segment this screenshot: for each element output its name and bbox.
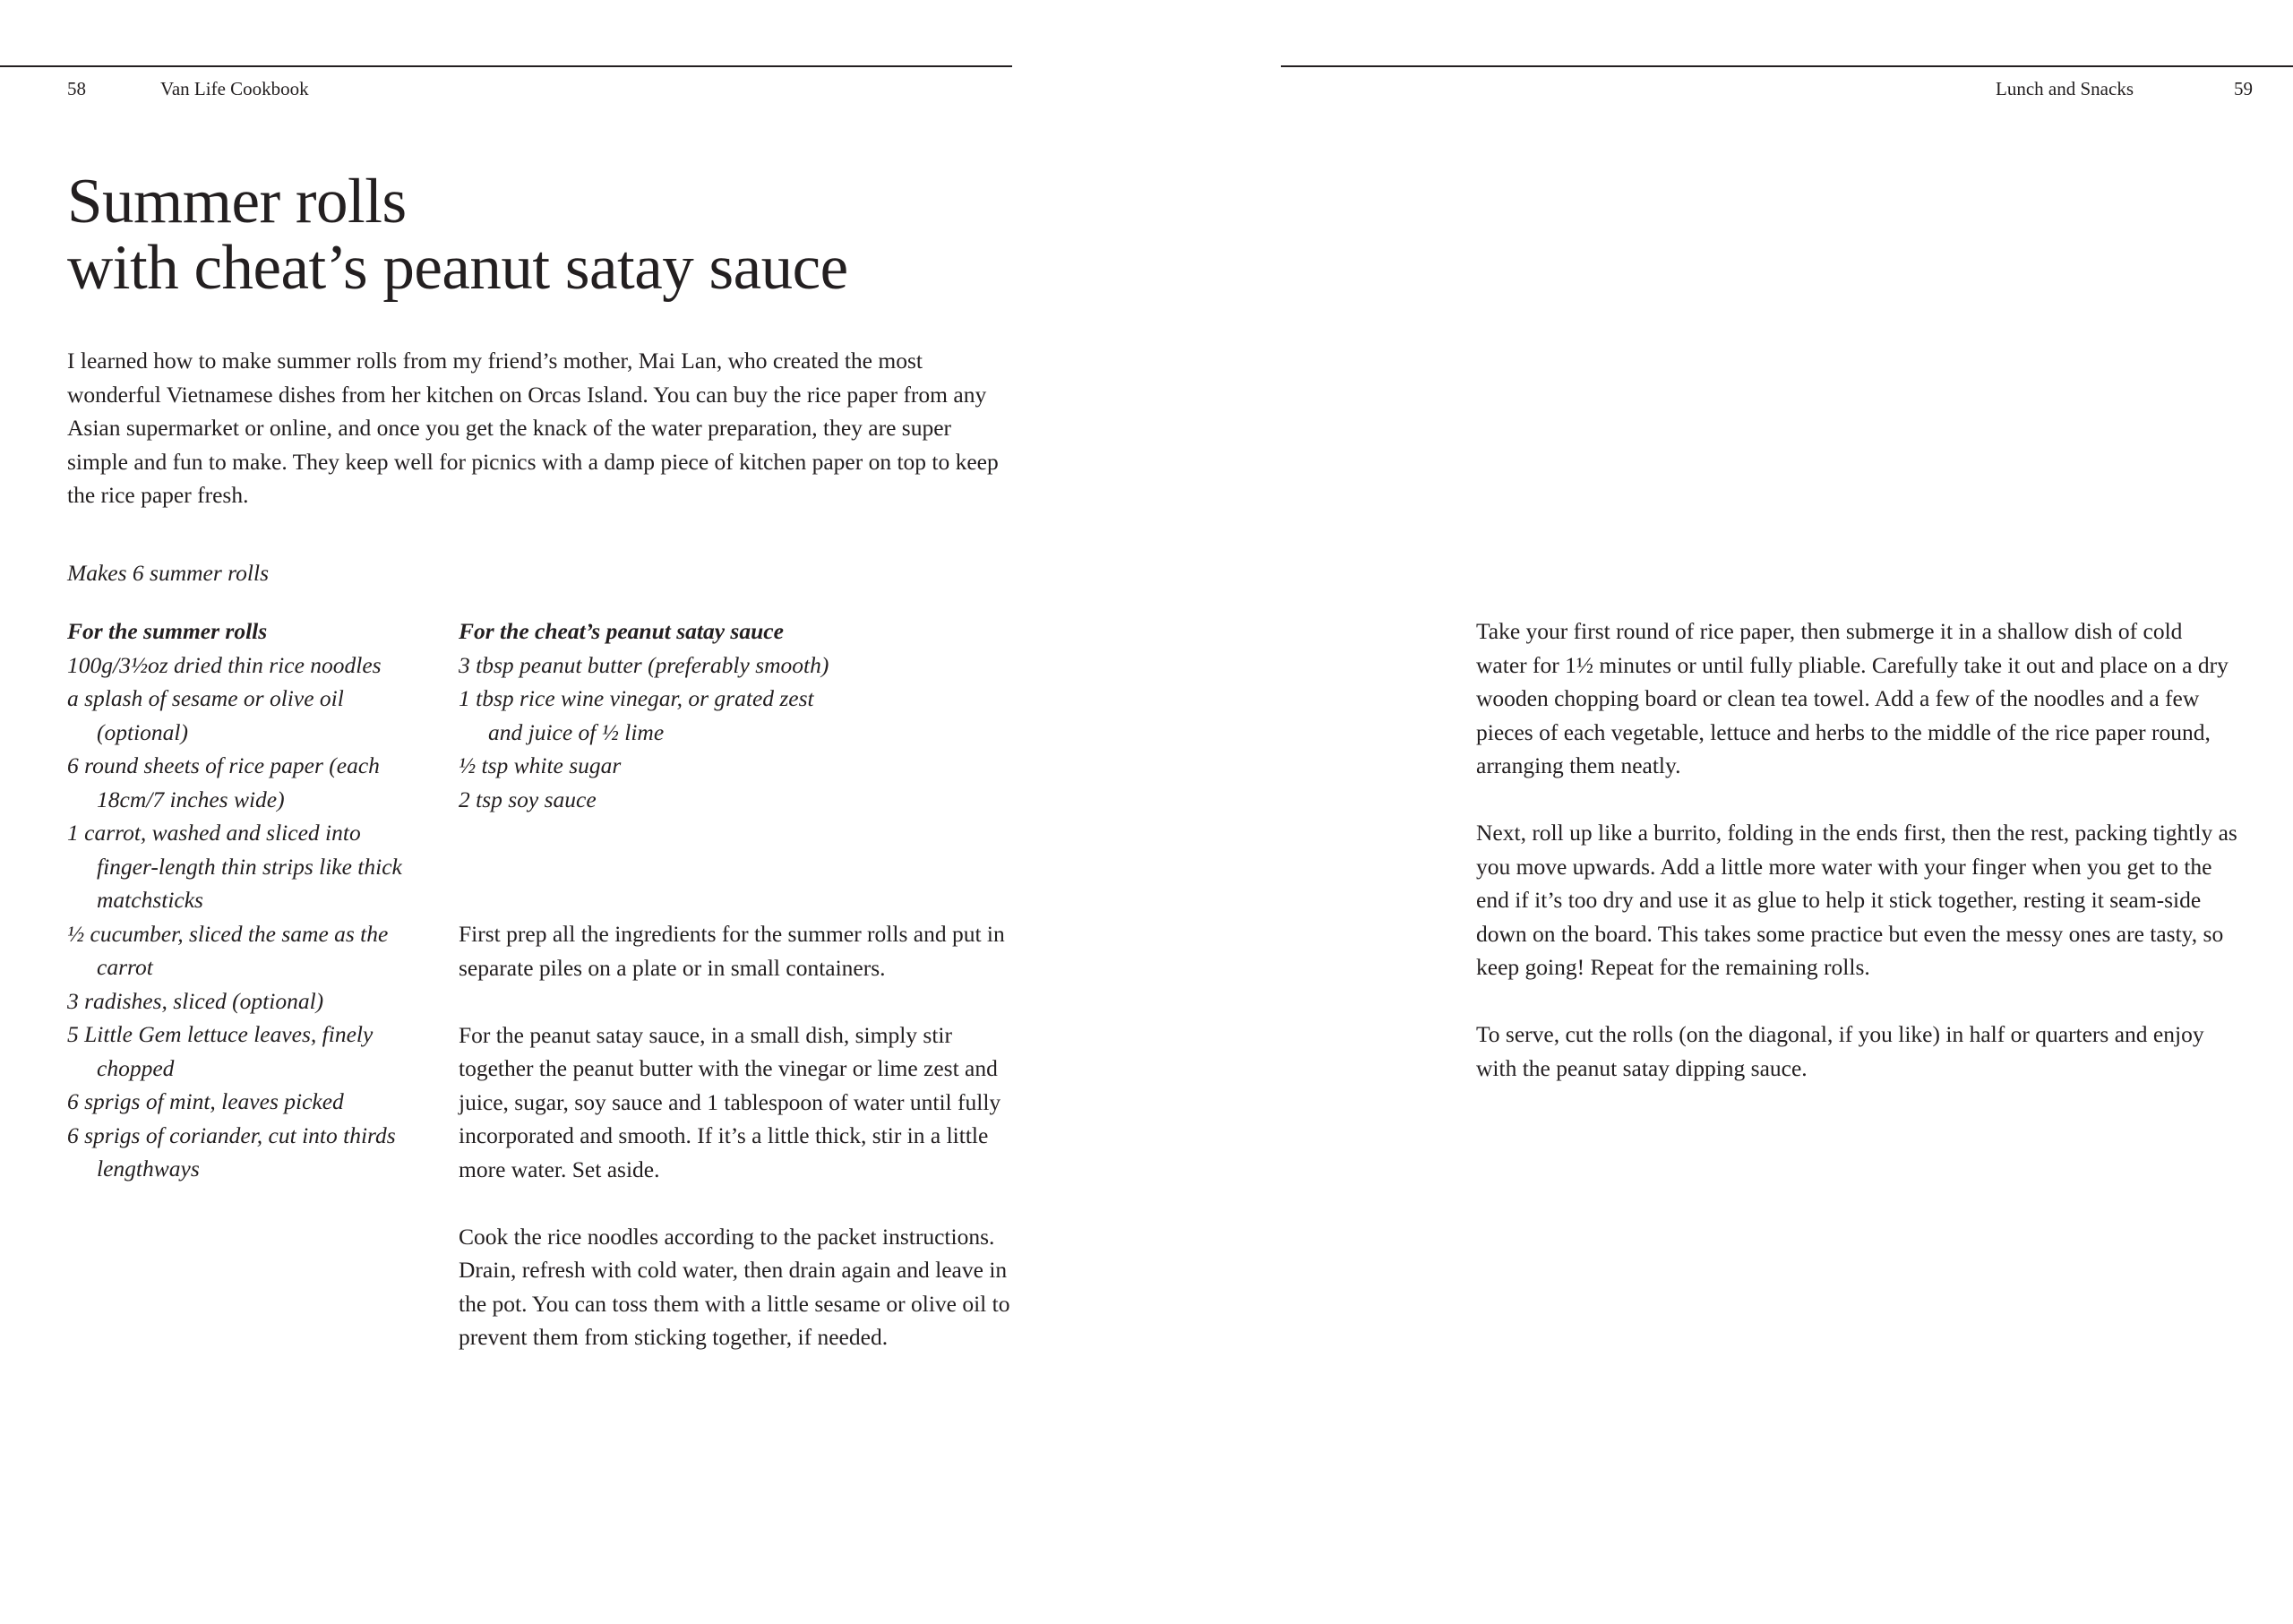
method-paragraph: For the peanut satay sauce, in a small dish, simply stir together the peanut butter with the vinegar or lime zest and juice, sugar, soy sauce and 1 tablespoon of water until fully incorporated and smooth. If it’s a little thick, stir in a little more water. Set aside. (459, 1021, 1001, 1182)
ingredient-item: 1 tbsp rice wine vinegar, or grated zest and juice of ½ lime (459, 685, 814, 745)
ingredient-item: 6 sprigs of mint, leaves picked (67, 1088, 344, 1114)
method-paragraph: Take your first round of rice paper, then submerge it in a shallow dish of cold water for 1½ minutes or until fully pliable. Carefully take it out and place on a dry wooden chopping board or clean tea towel. Add a few of the noodles and a few pieces of each vegetable, lettuce and herbs to the middle of the rice paper round, arranging them neatly. (1476, 618, 2229, 778)
intro-paragraph: I learned how to make summer rolls from my friend’s mother, Mai Lan, who created the most wonderful Vietnamese dishes from her kitchen on Orcas Island. You can buy the rice paper from any Asian supermarket or online, and once you get the knack of the water preparation, they are super simple and fun to make. They keep well for picnics with a damp piece of kitchen paper on top to keep the rice paper fresh. (67, 348, 999, 508)
method-steps-continued (1476, 614, 2237, 1119)
ingredient-item: 100g/3½oz dried thin rice noodles (67, 651, 382, 678)
method-paragraph: Cook the rice noodles according to the packet instructions. Drain, refresh with cold water, then drain again and leave in the pot. You can toss them with a little sesame or olive oil to prevent them from sticking together, if needed. (459, 1223, 1010, 1350)
method-steps (459, 917, 1014, 1388)
running-head-book-title: Van Life Cookbook (160, 78, 309, 99)
ingredient-item: 3 tbsp peanut butter (preferably smooth) (459, 651, 829, 678)
ingredients-satay-sauce (459, 614, 835, 816)
ingredient-item: 5 Little Gem lettuce leaves, finely chopped (67, 1021, 374, 1081)
ingredient-item: a splash of sesame or olive oil (optional) (67, 685, 344, 745)
ingredient-item: 3 radishes, sliced (optional) (67, 987, 324, 1014)
recipe-title-line: with cheat’s peanut satay sauce (67, 233, 848, 303)
ingredient-list (459, 649, 835, 817)
page-number: 58 (67, 78, 86, 99)
left-page (0, 0, 1012, 1624)
ingredient-item: 6 round sheets of rice paper (each 18cm/7 inches wide) (67, 752, 380, 812)
ingredients-summer-rolls (67, 614, 425, 1186)
running-head-section-title: Lunch and Snacks (1996, 78, 2134, 99)
recipe-title (67, 168, 848, 301)
method-paragraph: Next, roll up like a burrito, folding in the ends first, then the rest, packing tightly as you move upwards. Add a little more water with your finger when you get to the end if it’s too dry and use it as glue to help it stick together, resting it seam-side down on the board. This takes some practice but even the messy ones are tasty, so keep going! Repeat for the remaining rolls. (1476, 820, 2237, 980)
ingredient-item: 2 tsp soy sauce (459, 786, 597, 812)
ingredient-item: ½ cucumber, sliced the same as the carrot (67, 920, 389, 980)
recipe-yield: Makes 6 summer rolls (67, 560, 269, 586)
method-paragraph: First prep all the ingredients for the summer rolls and put in separate piles on a plate or in small containers. (459, 921, 1005, 981)
recipe-title-line: Summer rolls (67, 167, 407, 236)
ingredient-item: ½ tsp white sugar (459, 752, 622, 778)
ingredients-heading: For the cheat’s peanut satay sauce (459, 618, 784, 644)
header-rule (1281, 65, 2293, 67)
ingredient-item: 1 carrot, washed and sliced into finger-length thin strips like thick matchsticks (67, 820, 402, 913)
page-number: 59 (2234, 78, 2253, 99)
header-rule (0, 65, 1012, 67)
ingredient-item: 6 sprigs of coriander, cut into thirds lengthways (67, 1121, 396, 1181)
ingredient-list (67, 649, 425, 1186)
method-paragraph: To serve, cut the rolls (on the diagonal, if you like) in half or quarters and enjoy with the peanut satay dipping sauce. (1476, 1021, 2204, 1081)
ingredients-heading: For the summer rolls (67, 618, 268, 644)
